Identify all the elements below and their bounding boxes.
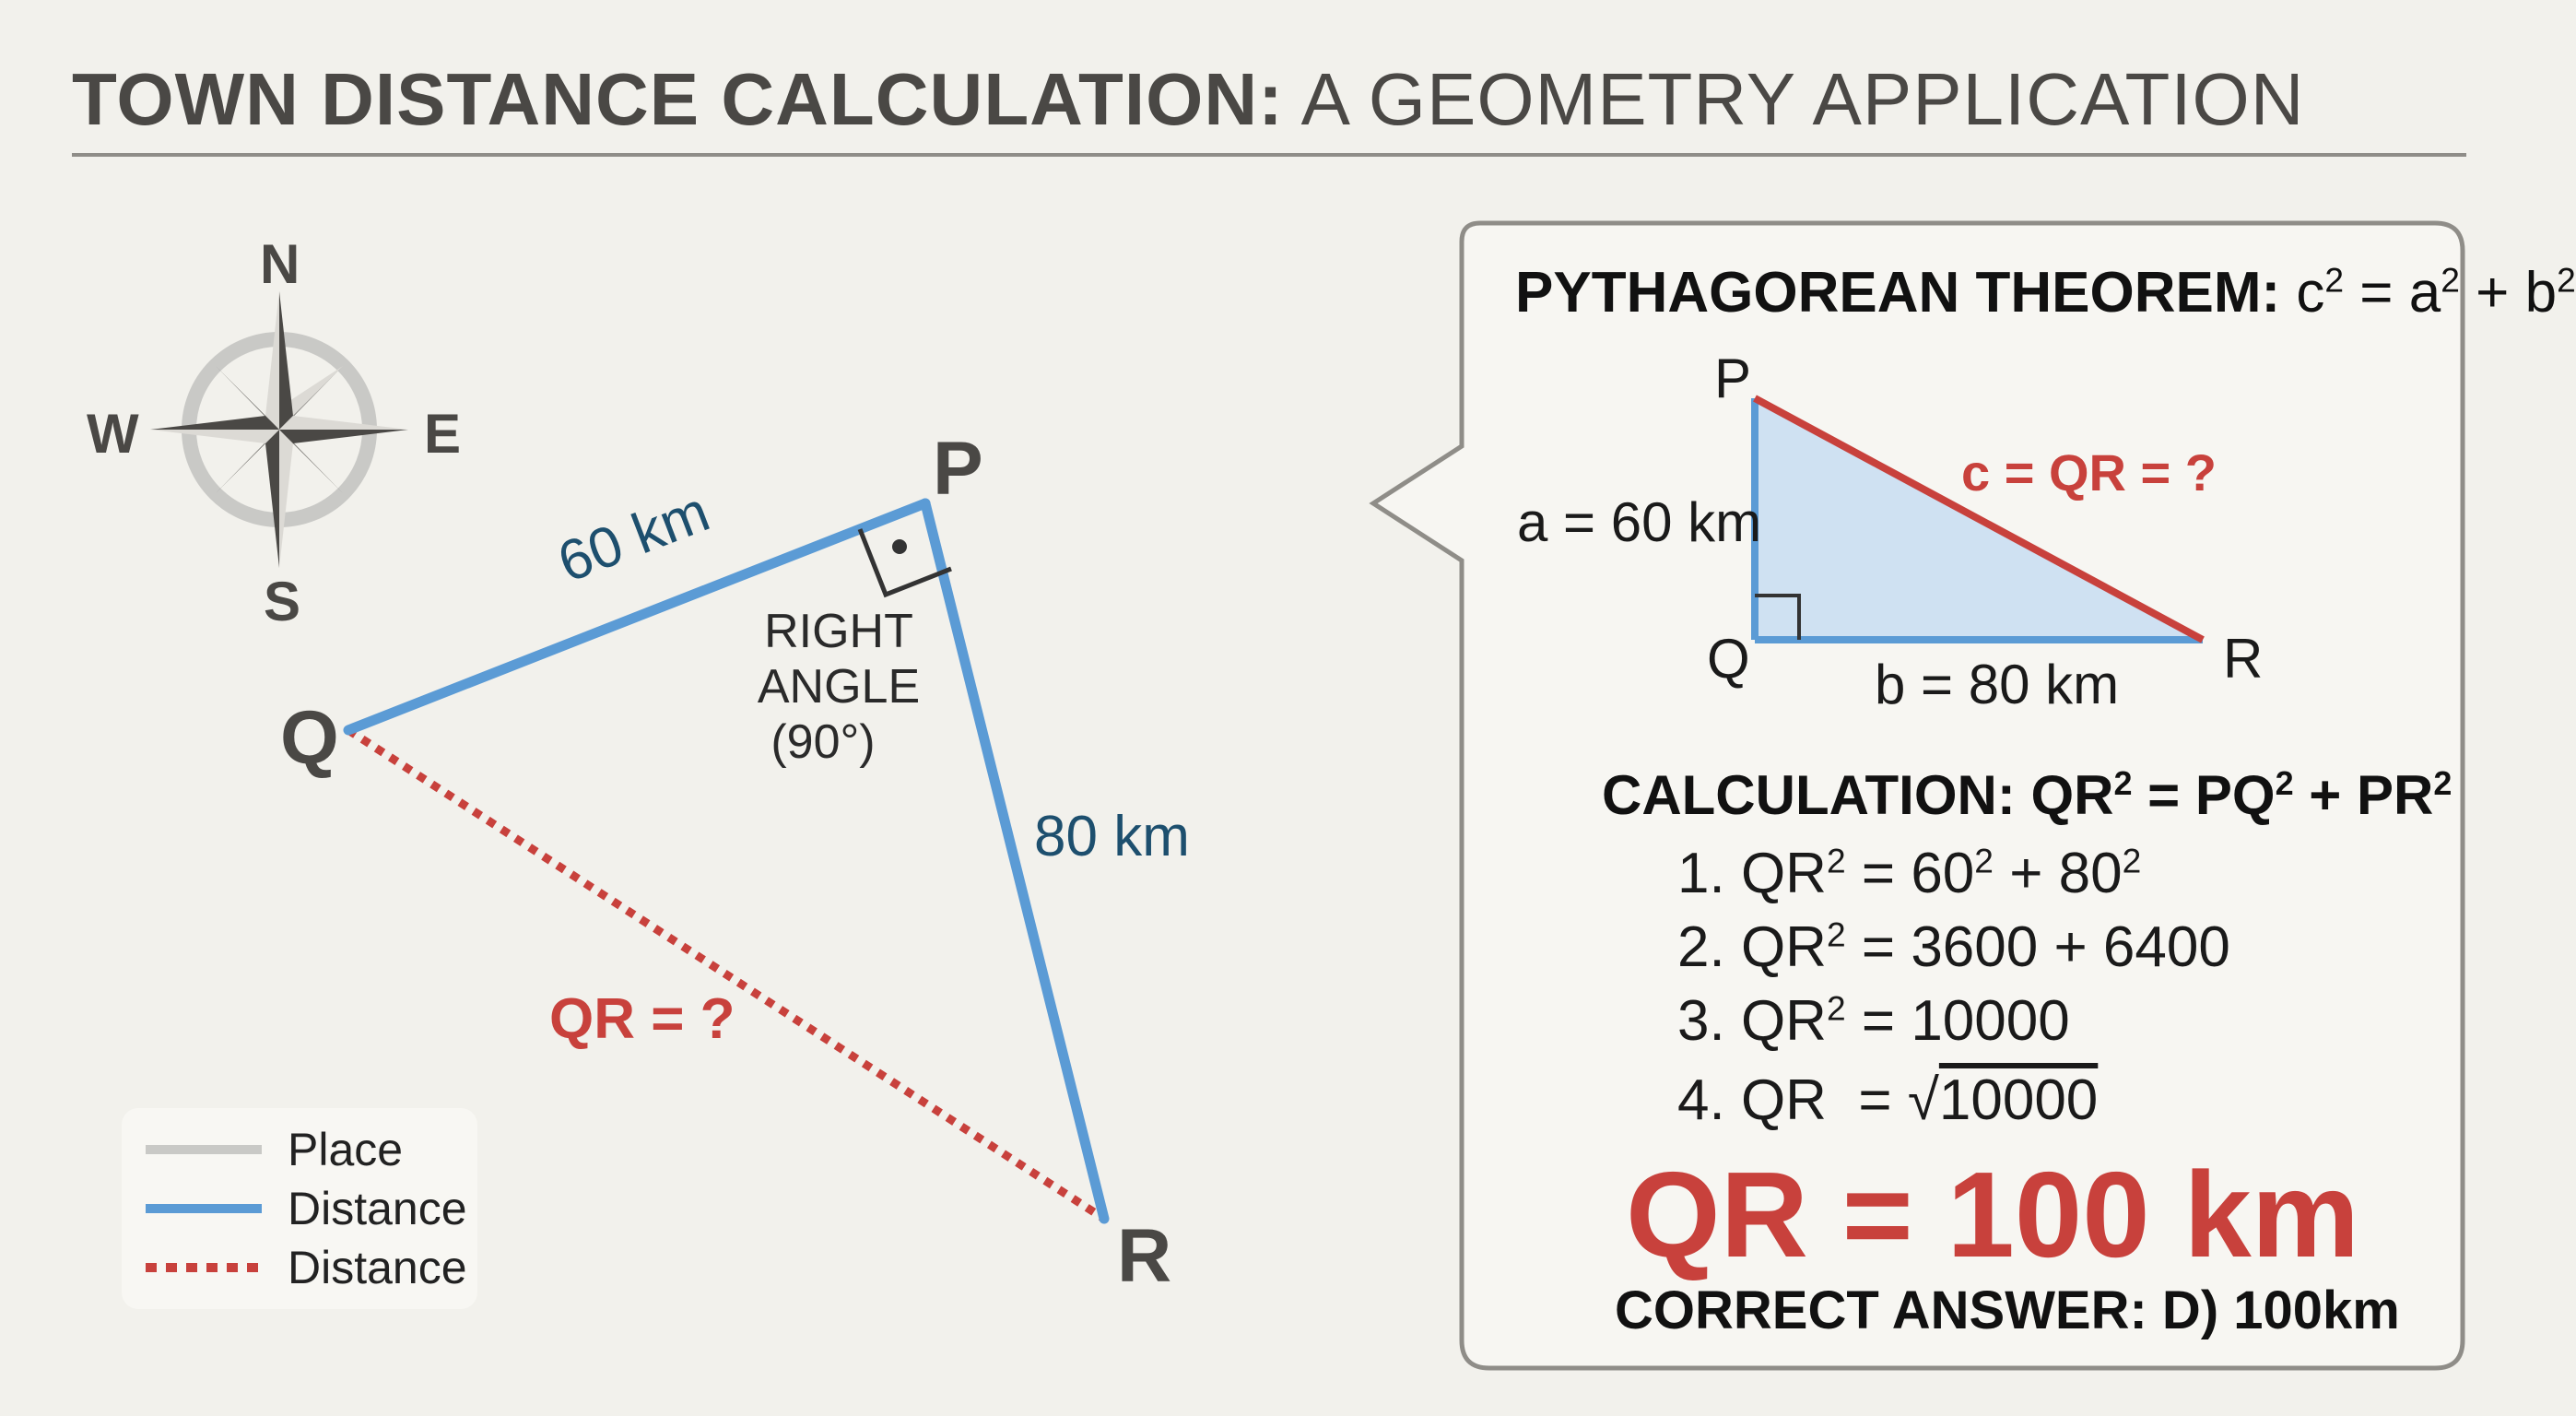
step-1-lhs-exp: 2 <box>1826 841 1846 880</box>
compass-east: E <box>424 403 462 465</box>
theorem-b-exp: 2 <box>2557 260 2576 300</box>
title-bold: TOWN DISTANCE CALCULATION: <box>72 58 1284 140</box>
right-angle-line-3: (90°) <box>770 715 876 769</box>
legend-label: Distance <box>288 1183 467 1234</box>
panel-vertex-p: P <box>1714 348 1752 409</box>
calculation-pr: PR <box>2357 764 2434 826</box>
theorem-c-exp: 2 <box>2324 260 2345 300</box>
step-1-rhs2-exp: 2 <box>2122 841 2142 880</box>
calculation-step-1: 1. $QR^2 = 60^2 + 80^2$ <box>1677 841 2142 905</box>
square-root-icon: √ <box>1907 1068 1939 1132</box>
title-regular: A GEOMETRY APPLICATION <box>1283 58 2305 140</box>
right-angle-dot <box>892 539 907 554</box>
calculation-qr: QR <box>2030 764 2114 826</box>
step-1-rhs-exp: 2 <box>1974 841 1994 880</box>
legend-label: Distance <box>288 1242 467 1293</box>
panel-side-c-label: c = QR = ? <box>1961 443 2217 502</box>
compass-west: W <box>87 403 139 465</box>
calculation-heading: CALCULATION: $QR^2 = PQ^2 + PR^2$ <box>1602 764 2452 826</box>
step-2-rhs: 3600 + 6400 <box>1911 915 2230 979</box>
step-2-lhs: QR <box>1740 915 1827 979</box>
legend-item <box>122 1121 477 1176</box>
compass-north: N <box>260 233 300 295</box>
compass-south: S <box>264 571 301 632</box>
vertex-r-label: R <box>1117 1214 1172 1298</box>
calculation-pr-exp: 2 <box>2433 764 2452 802</box>
compass-rose-icon <box>150 291 408 568</box>
step-4-number: 4. <box>1677 1068 1725 1132</box>
result-value: QR = 100 km <box>1626 1147 2360 1282</box>
theorem-b: b <box>2524 261 2558 324</box>
calculation-qr-exp: 2 <box>2113 764 2133 802</box>
panel-side-b-label: b = 80 km <box>1875 654 2120 715</box>
right-angle-label <box>737 604 940 770</box>
pr-distance-label: 80 km <box>1034 805 1190 868</box>
legend-label: Place <box>288 1124 404 1175</box>
step-3-lhs: QR <box>1740 989 1827 1053</box>
theorem-a: a <box>2408 261 2441 324</box>
pq-distance-label: 60 km <box>549 479 718 596</box>
legend-swatch <box>146 1145 262 1154</box>
theorem-heading: PYTHAGOREAN THEOREM: $c^2 = a^2 + b^2$ <box>1515 260 2576 324</box>
step-3-lhs-exp: 2 <box>1826 988 1846 1028</box>
panel-side-a-label: a = 60 km <box>1517 491 1762 553</box>
step-4-lhs: QR <box>1740 1068 1827 1132</box>
step-3-number: 3. <box>1677 989 1725 1053</box>
right-angle-line-2: ANGLE <box>757 660 921 714</box>
step-2-lhs-exp: 2 <box>1826 914 1846 954</box>
theorem-label: PYTHAGOREAN THEOREM: <box>1515 261 2281 324</box>
panel-vertex-r: R <box>2223 628 2264 690</box>
legend <box>122 1108 477 1309</box>
legend-item <box>122 1239 477 1294</box>
legend-item <box>122 1180 477 1235</box>
legend-swatch <box>146 1263 262 1272</box>
vertex-q-label: Q <box>280 696 339 780</box>
theorem-a-exp: 2 <box>2441 260 2460 300</box>
correct-answer: CORRECT ANSWER: D) 100km <box>1615 1280 2400 1340</box>
step-1-rhs: 60 <box>1911 842 1975 905</box>
panel-vertex-q: Q <box>1707 628 1750 690</box>
vertex-p-label: P <box>933 427 983 511</box>
right-angle-line-1: RIGHT <box>764 605 913 658</box>
step-1-number: 1. <box>1677 842 1725 905</box>
qr-unknown-label: QR = ? <box>549 987 735 1051</box>
step-4-rhs: 10000 <box>1938 1068 2099 1132</box>
calculation-step-3: 3. $QR^2 = 10000$ <box>1677 988 2070 1053</box>
calculation-prefix: CALCULATION: <box>1602 764 2031 826</box>
theorem-c: c <box>2296 261 2325 324</box>
calculation-pq: PQ <box>2194 764 2276 826</box>
calculation-step-2: 2. $QR^2 = 3600 + 6400$ <box>1677 914 2230 979</box>
calculation-step-4: 4. QR = √10000 <box>1677 1068 2099 1132</box>
calculation-pq-exp: 2 <box>2275 764 2294 802</box>
step-3-rhs: 10000 <box>1911 989 2070 1053</box>
step-2-number: 2. <box>1677 915 1725 979</box>
step-1-lhs: QR <box>1740 842 1827 905</box>
step-1-rhs2: 80 <box>2058 842 2123 905</box>
legend-swatch <box>146 1204 262 1213</box>
